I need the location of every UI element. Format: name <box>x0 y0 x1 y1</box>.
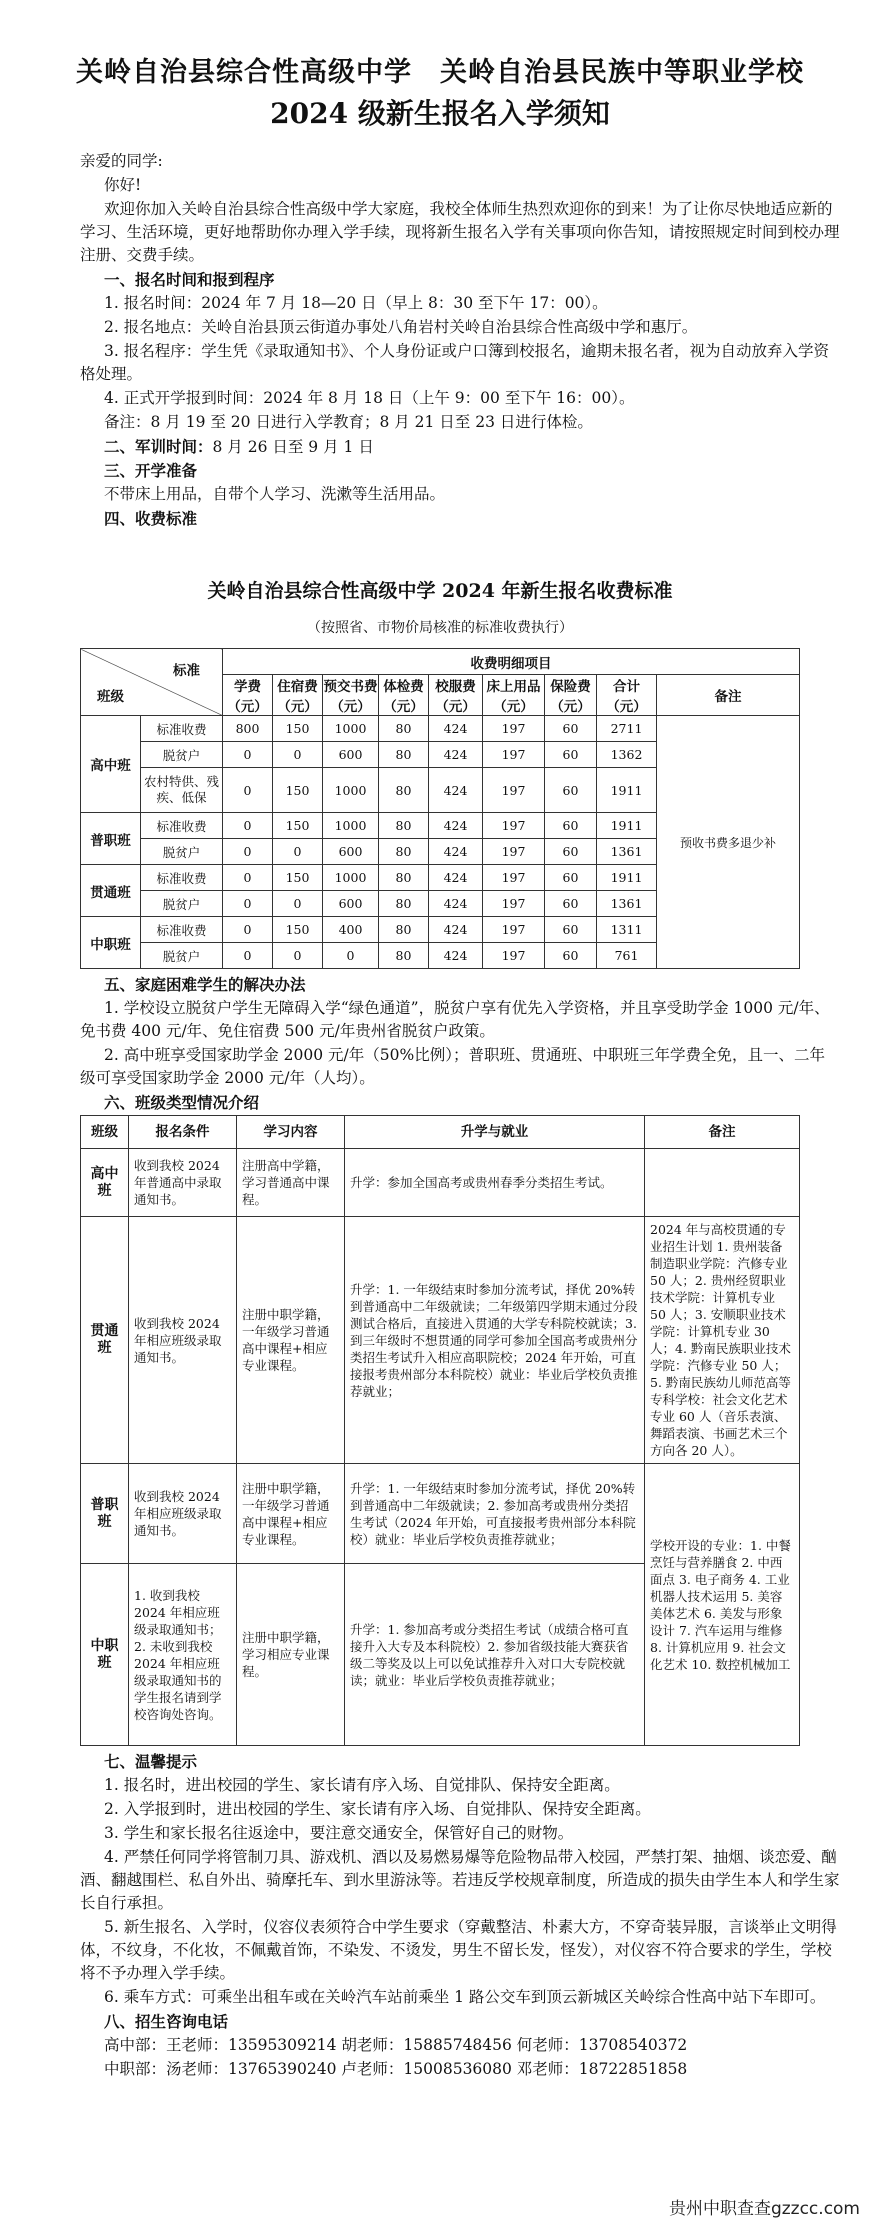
fee-type: 农村特供、残疾、低保 <box>141 768 223 813</box>
fee-value: 424 <box>429 839 483 865</box>
fee-value: 197 <box>483 716 545 742</box>
fee-value: 197 <box>483 813 545 839</box>
fee-value: 197 <box>483 742 545 768</box>
fee-value: 80 <box>379 891 429 917</box>
fee-value: 197 <box>483 943 545 969</box>
section-2-text: 8 月 26 日至 9 月 1 日 <box>212 438 374 456</box>
fee-value: 424 <box>429 716 483 742</box>
fee-value: 150 <box>273 768 323 813</box>
fee-value: 60 <box>545 839 597 865</box>
class-path: 升学：1. 一年级结束时参加分流考试，择优 20%转到普通高中二年级就读；2. 参加高考或贵州分类招生考试（2024 年开始，可直接报考贵州部分本科院校）就业：毕业后学校负责推荐就业； <box>345 1464 645 1564</box>
fee-value: 197 <box>483 891 545 917</box>
fee-value: 1911 <box>597 813 657 839</box>
class-note-empty <box>645 1149 800 1217</box>
fee-value: 424 <box>429 813 483 839</box>
fee-value: 1311 <box>597 917 657 943</box>
class-row-through <box>81 1217 800 1464</box>
fee-table <box>80 648 800 969</box>
fee-table-corner <box>81 649 223 716</box>
fee-type: 脱贫户 <box>141 943 223 969</box>
fee-value: 1000 <box>323 813 379 839</box>
section-4-heading: 四、收费标准 <box>104 509 198 528</box>
fee-value: 424 <box>429 865 483 891</box>
s7-item-5: 5. 新生报名、入学时，仪容仪表须符合中学生要求（穿戴整洁、朴素大方，不穿奇装异服，言谈举止文明得体，不纹身，不化妆，不佩戴首饰，不染发、不烫发，男生不留长发，怪发），对仪容不符合要求的学生，学校将不予办理入学手续。 <box>80 1918 837 1982</box>
class-table-header: 备注 <box>645 1116 800 1149</box>
class-table-header: 学习内容 <box>237 1116 345 1149</box>
s1-item-3: 3. 报名程序：学生凭《录取通知书》、个人身份证或户口簿到校报名，逾期未报名者，视为自动放弃入学资格处理。 <box>80 342 829 383</box>
class-condition: 收到我校 2024 年相应班级录取通知书。 <box>129 1464 237 1564</box>
fee-column-header: 保险费（元） <box>545 675 597 716</box>
fee-value: 424 <box>429 943 483 969</box>
fee-value: 1000 <box>323 865 379 891</box>
class-note: 2024 年与高校贯通的专业招生计划 1. 贵州装备制造职业学院：汽修专业 50 人；2. 贵州经贸职业技术学院：计算机专业 50 人；3. 安顺职业技术学院：计算机专业 30 人；4. 黔南民族职业技术学院：汽修专业 50 人；5. 黔南民族幼儿师范高等专科学校：社会文化艺术专业 60 人（音乐表演、舞蹈表演、书画艺术三个方向各 20 人）。 <box>645 1217 800 1464</box>
fee-class-name: 普职班 <box>81 813 141 865</box>
fee-table-title: 关岭自治县综合性高级中学 2024 年新生报名收费标准 <box>207 580 673 602</box>
fee-value: 0 <box>223 917 273 943</box>
fee-column-header: 住宿费（元） <box>273 675 323 716</box>
fee-type: 脱贫户 <box>141 839 223 865</box>
fee-value: 1000 <box>323 716 379 742</box>
fee-value: 80 <box>379 768 429 813</box>
fee-value: 80 <box>379 839 429 865</box>
fee-type: 脱贫户 <box>141 742 223 768</box>
contact-vocational: 中职部：汤老师：13765390240 卢老师：15008536080 邓老师：18722851858 <box>104 2060 688 2078</box>
class-name: 中职班 <box>81 1564 129 1746</box>
fee-value: 600 <box>323 891 379 917</box>
school-names-title: 关岭自治县综合性高级中学 关岭自治县民族中等职业学校 <box>76 57 804 88</box>
fee-value: 0 <box>223 813 273 839</box>
greeting: 亲爱的同学: <box>80 152 163 170</box>
fee-value: 0 <box>223 865 273 891</box>
class-name: 贯通班 <box>81 1217 129 1464</box>
s7-item-3: 3. 学生和家长报名往返途中，要注意交通安全，保管好自己的财物。 <box>104 1824 574 1842</box>
fee-value: 0 <box>223 891 273 917</box>
fee-value: 1362 <box>597 742 657 768</box>
fee-value: 1361 <box>597 891 657 917</box>
fee-value: 0 <box>323 943 379 969</box>
fee-value: 197 <box>483 865 545 891</box>
class-types-table <box>80 1115 800 1746</box>
class-table-header: 班级 <box>81 1116 129 1149</box>
s7-item-6: 6. 乘车方式：可乘坐出租车或在关岭汽车站前乘坐 1 路公交车到顶云新城区关岭综合性高中站下车即可。 <box>104 1988 826 2006</box>
s1-note: 备注：8 月 19 至 20 日进行入学教育；8 月 21 日至 23 日进行体检。 <box>104 413 593 431</box>
fee-value: 0 <box>223 943 273 969</box>
class-note-majors: 学校开设的专业：1. 中餐烹饪与营养膳食 2. 中西面点 3. 电子商务 4. 工业机器人技术运用 5. 美容美体艺术 6. 美发与形象设计 7. 汽车运用与维修 8. 计算机应用 9. 社会文化艺术 10. 数控机械加工 <box>645 1464 800 1746</box>
fee-table-body <box>81 716 800 969</box>
fee-class-name: 贯通班 <box>81 865 141 917</box>
s7-item-1: 1. 报名时，进出校园的学生、家长请有序入场、自觉排队、保持安全距离。 <box>104 1776 620 1794</box>
fee-value: 60 <box>545 943 597 969</box>
fee-column-header: 备注 <box>657 675 800 716</box>
class-learning: 注册高中学籍，学习普通高中课程。 <box>237 1149 345 1217</box>
fee-value: 80 <box>379 742 429 768</box>
fee-type: 标准收费 <box>141 716 223 742</box>
class-learning: 注册中职学籍，一年级学习普通高中课程+相应专业课程。 <box>237 1217 345 1464</box>
fee-class-name: 中职班 <box>81 917 141 969</box>
notice-title: 2024 级新生报名入学须知 <box>270 97 610 130</box>
s7-item-4: 4. 严禁任何同学将管制刀具、游戏机、酒以及易燃易爆等危险物品带入校园，严禁打架、抽烟、谈恋爱、酗酒、翻越围栏、私自外出、骑摩托车、到水里游泳等。若违反学校规章制度，所造成的损失由学生本人和学生家长自行承担。 <box>80 1848 840 1912</box>
fee-column-header: 体检费（元） <box>379 675 429 716</box>
fee-value: 600 <box>323 839 379 865</box>
hello: 你好! <box>104 176 142 194</box>
fee-class-name: 高中班 <box>81 716 141 813</box>
section-8-heading: 八、招生咨询电话 <box>104 2012 229 2031</box>
fee-value: 60 <box>545 768 597 813</box>
class-table-header: 报名条件 <box>129 1116 237 1149</box>
fee-column-header: 校服费（元） <box>429 675 483 716</box>
class-condition: 收到我校 2024 年普通高中录取通知书。 <box>129 1149 237 1217</box>
fee-row <box>81 716 800 742</box>
fee-value: 197 <box>483 839 545 865</box>
fee-value: 197 <box>483 768 545 813</box>
fee-value: 80 <box>379 716 429 742</box>
s1-item-1: 1. 报名时间：2024 年 7 月 18—20 日（早上 8：30 至下午 17：00）。 <box>104 294 608 312</box>
corner-class-label: 班级 <box>97 689 124 705</box>
class-table-headers <box>81 1116 800 1149</box>
fee-value: 0 <box>273 943 323 969</box>
section-5-heading: 五、家庭困难学生的解决办法 <box>104 975 306 994</box>
class-condition: 收到我校 2024 年相应班级录取通知书。 <box>129 1217 237 1464</box>
fee-type: 脱贫户 <box>141 891 223 917</box>
section-3-text: 不带床上用品，自带个人学习、洗漱等生活用品。 <box>104 485 446 503</box>
fee-value: 1911 <box>597 865 657 891</box>
fee-value: 60 <box>545 865 597 891</box>
fee-type: 标准收费 <box>141 917 223 943</box>
fee-value: 197 <box>483 917 545 943</box>
s1-item-4: 4. 正式开学报到时间：2024 年 8 月 18 日（上午 9：00 至下午 16：00）。 <box>104 389 635 407</box>
class-table-header: 升学与就业 <box>345 1116 645 1149</box>
fee-value: 424 <box>429 742 483 768</box>
fee-value: 0 <box>223 768 273 813</box>
fee-value: 1000 <box>323 768 379 813</box>
fee-value: 150 <box>273 917 323 943</box>
class-learning: 注册中职学籍，一年级学习普通高中课程+相应专业课程。 <box>237 1464 345 1564</box>
class-row-general-vocational <box>81 1464 800 1564</box>
fee-value: 400 <box>323 917 379 943</box>
fee-value: 0 <box>273 742 323 768</box>
class-path: 升学：参加全国高考或贵州春季分类招生考试。 <box>345 1149 645 1217</box>
class-row-high <box>81 1149 800 1217</box>
fee-value: 150 <box>273 716 323 742</box>
corner-standard-label: 标准 <box>173 663 200 679</box>
class-condition: 1. 收到我校 2024 年相应班级录取通知书；2. 未收到我校 2024 年相应班级录取通知书的学生报名请到学校咨询处咨询。 <box>129 1564 237 1746</box>
class-path: 升学：1. 参加高考或分类招生考试（成绩合格可直接升入大专及本科院校）2. 参加省级技能大赛获省级二等奖及以上可以免试推荐升入对口大专院校就读；就业：毕业后学校负责推荐就业； <box>345 1564 645 1746</box>
fee-value: 424 <box>429 768 483 813</box>
fee-group-header: 收费明细项目 <box>223 649 800 675</box>
fee-value: 150 <box>273 865 323 891</box>
fee-value: 1361 <box>597 839 657 865</box>
fee-value: 0 <box>223 742 273 768</box>
s7-item-2: 2. 入学报到时，进出校园的学生、家长请有序入场、自觉排队、保持安全距离。 <box>104 1800 651 1818</box>
fee-remark: 预收书费多退少补 <box>657 716 800 969</box>
fee-value: 2711 <box>597 716 657 742</box>
class-name: 高中班 <box>81 1149 129 1217</box>
s5-item-2: 2. 高中班享受国家助学金 2000 元/年（50%比例）；普职班、贯通班、中职班三年学费全免，且一、二年级可享受国家助学金 2000 元/年（人均）。 <box>80 1046 825 1087</box>
fee-value: 600 <box>323 742 379 768</box>
section-3-heading: 三、开学准备 <box>104 461 198 480</box>
fee-value: 424 <box>429 917 483 943</box>
fee-value: 0 <box>273 839 323 865</box>
fee-column-header: 预交书费（元） <box>323 675 379 716</box>
s1-item-2: 2. 报名地点：关岭自治县顶云街道办事处八角岩村关岭自治县综合性高级中学和惠厅。 <box>104 318 698 336</box>
fee-value: 150 <box>273 813 323 839</box>
fee-value: 0 <box>273 891 323 917</box>
fee-value: 800 <box>223 716 273 742</box>
fee-value: 60 <box>545 891 597 917</box>
fee-type: 标准收费 <box>141 865 223 891</box>
class-name: 普职班 <box>81 1464 129 1564</box>
fee-value: 80 <box>379 813 429 839</box>
fee-value: 60 <box>545 742 597 768</box>
section-1-heading: 一、报名时间和报到程序 <box>104 270 275 289</box>
section-2 <box>104 435 864 459</box>
section-2-heading: 二、军训时间： <box>104 437 213 456</box>
fee-value: 60 <box>545 813 597 839</box>
fee-value: 80 <box>379 865 429 891</box>
section-7-heading: 七、温馨提示 <box>104 1752 198 1771</box>
class-path: 升学：1. 一年级结束时参加分流考试，择优 20%转到普通高中二年级就读；二年级第四学期末通过分段测试合格后，直接进入贯通的大学专科院校就读；3. 到三年级时不想贯通的同学可参加全国高考或贵州分类招生考试升入相应高职院校；2024 年开始，可直接报考贵州部分本科院校）就业：毕业后学校负责推荐就业； <box>345 1217 645 1464</box>
fee-value: 761 <box>597 943 657 969</box>
section-6-heading: 六、班级类型情况介绍 <box>104 1093 260 1112</box>
fee-column-header: 学费（元） <box>223 675 273 716</box>
class-learning: 注册中职学籍，学习相应专业课程。 <box>237 1564 345 1746</box>
intro-paragraph: 欢迎你加入关岭自治县综合性高级中学大家庭，我校全体师生热烈欢迎你的到来！为了让你尽快地适应新的学习、生活环境，更好地帮助你办理入学手续，现将新生报名入学有关事项向你告知，请按照规定时间到校办理注册、交费手续。 <box>80 200 840 264</box>
fee-value: 60 <box>545 917 597 943</box>
fee-value: 424 <box>429 891 483 917</box>
fee-value: 1911 <box>597 768 657 813</box>
fee-table-subtitle: （按照省、市物价局核准的标准收费执行） <box>307 620 573 636</box>
fee-type: 标准收费 <box>141 813 223 839</box>
watermark: 贵州中职查查gzzcc.com <box>668 2199 860 2219</box>
fee-column-header: 合计（元） <box>597 675 657 716</box>
fee-value: 60 <box>545 716 597 742</box>
fee-value: 80 <box>379 943 429 969</box>
contact-high-school: 高中部：王老师：13595309214 胡老师：15885748456 何老师：13708540372 <box>104 2036 688 2054</box>
fee-value: 0 <box>223 839 273 865</box>
fee-column-header: 床上用品（元） <box>483 675 545 716</box>
fee-value: 80 <box>379 917 429 943</box>
s5-item-1: 1. 学校设立脱贫户学生无障碍入学“绿色通道”，脱贫户享有优先入学资格，并且享受助学金 1000 元/年、免书费 400 元/年、免住宿费 500 元/年贵州省脱贫户政策。 <box>80 999 830 1040</box>
